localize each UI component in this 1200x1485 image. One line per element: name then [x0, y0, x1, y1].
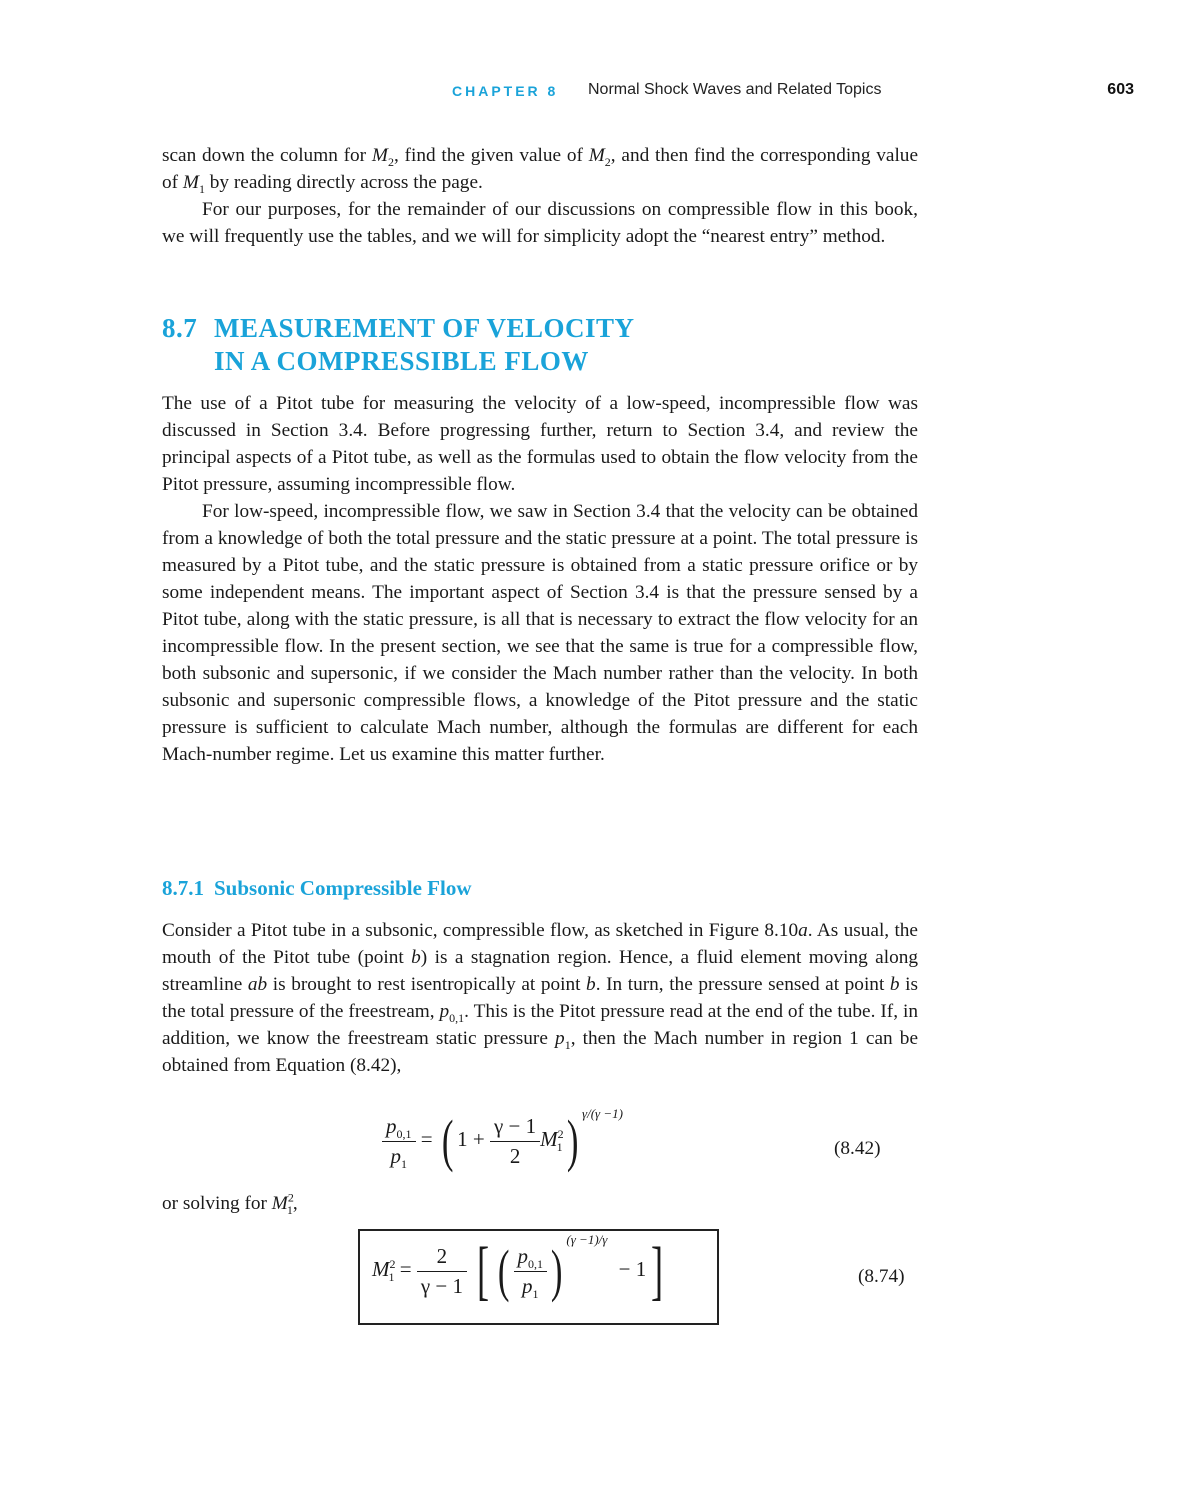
paragraph: The use of a Pitot tube for measuring the velocity of a low-speed, incompressible flow was discussed in Section 3.4. Before progressing further, return to Section 3.4, and review the principal aspects of a Pitot tube, as well as the formulas used to obtain the flow velocity from the Pitot pressure, assuming incompressible flow. [162, 393, 918, 495]
page-number: 603 [1107, 81, 1134, 98]
section-heading: 8.7 MEASUREMENT OF VELOCITY IN A COMPRESSIBLE FLOW [162, 313, 635, 376]
equation-number: (8.42) [834, 1138, 881, 1159]
paragraph: For our purposes, for the remainder of our discussions on compressible flow in this book, we will frequently use the tables, and we will for simplicity adopt the “nearest entry” method. [162, 199, 918, 247]
running-header [0, 78, 1200, 106]
equation-8-74: $M^2_1$ = $\frac{2}{\gamma - 1}$ [ ( $\frac{p_{0,1}}{p_1}$ ) $^{(\gamma -1)/\gamma}$ − 1] [372, 1232, 664, 1307]
para-intro-continued [162, 142, 918, 250]
equation-number: (8.74) [858, 1266, 905, 1287]
paragraph: scan down the column for $M_2$, find the given value of $M_2$, and then find the corresponding value of $M_1$ by reading directly across the page. [162, 145, 919, 196]
paragraph: or solving for $M^2_1$, [162, 1190, 298, 1217]
paragraph: For low-speed, incompressible flow, we saw in Section 3.4 that the velocity can be obtained from a knowledge of both the total pressure and the static pressure at a point. The total pressure is measured by a Pitot tube, and the static pressure is obtained from a static pressure orifice or by some independent means. The important aspect of Section 3.4 is that the pressure sensed by a Pitot tube, along with the static pressure, is all that is necessary to extract the flow velocity for an incompressible flow. In the present section, we see that the same is true for a compressible flow, both subsonic and supersonic, if we consider the Mach number rather than the velocity. In both subsonic and supersonic compressible flows, a knowledge of the Pitot pressure and the static pressure is sufficient to calculate Mach number, although the formulas are different for each Mach-number regime. Let us examine this matter further. [162, 501, 918, 765]
subsection-body [162, 917, 918, 1079]
equation-8-42: $\frac{p_{0,1}}{p_1}$ = ( 1 + $\frac{\gamma - 1}{2}$ $M^2_1$) $^{\gamma/(\gamma -1)}$ [382, 1112, 623, 1170]
subsection-heading: 8.7.1 Subsonic Compressible Flow [162, 876, 472, 900]
chapter-title: Normal Shock Waves and Related Topics [588, 81, 882, 98]
section-body [162, 390, 918, 768]
paragraph: Consider a Pitot tube in a subsonic, compressible flow, as sketched in Figure 8.10a. As usual, the mouth of the Pitot tube (point b) is a stagnation region. Hence, a fluid element moving along streamline ab is brought to rest isentropically at point b. In turn, the pressure sensed at point b is the total pressure of the freestream, $p_{0,1}$. This is the Pitot pressure read at the end of the tube. If, in addition, we know the freestream static pressure $p_1$, then the Mach number in region 1 can be obtained from Equation (8.42), [162, 920, 918, 1076]
para-solving [162, 1190, 918, 1217]
chapter-label: CHAPTER 8 [452, 83, 559, 99]
